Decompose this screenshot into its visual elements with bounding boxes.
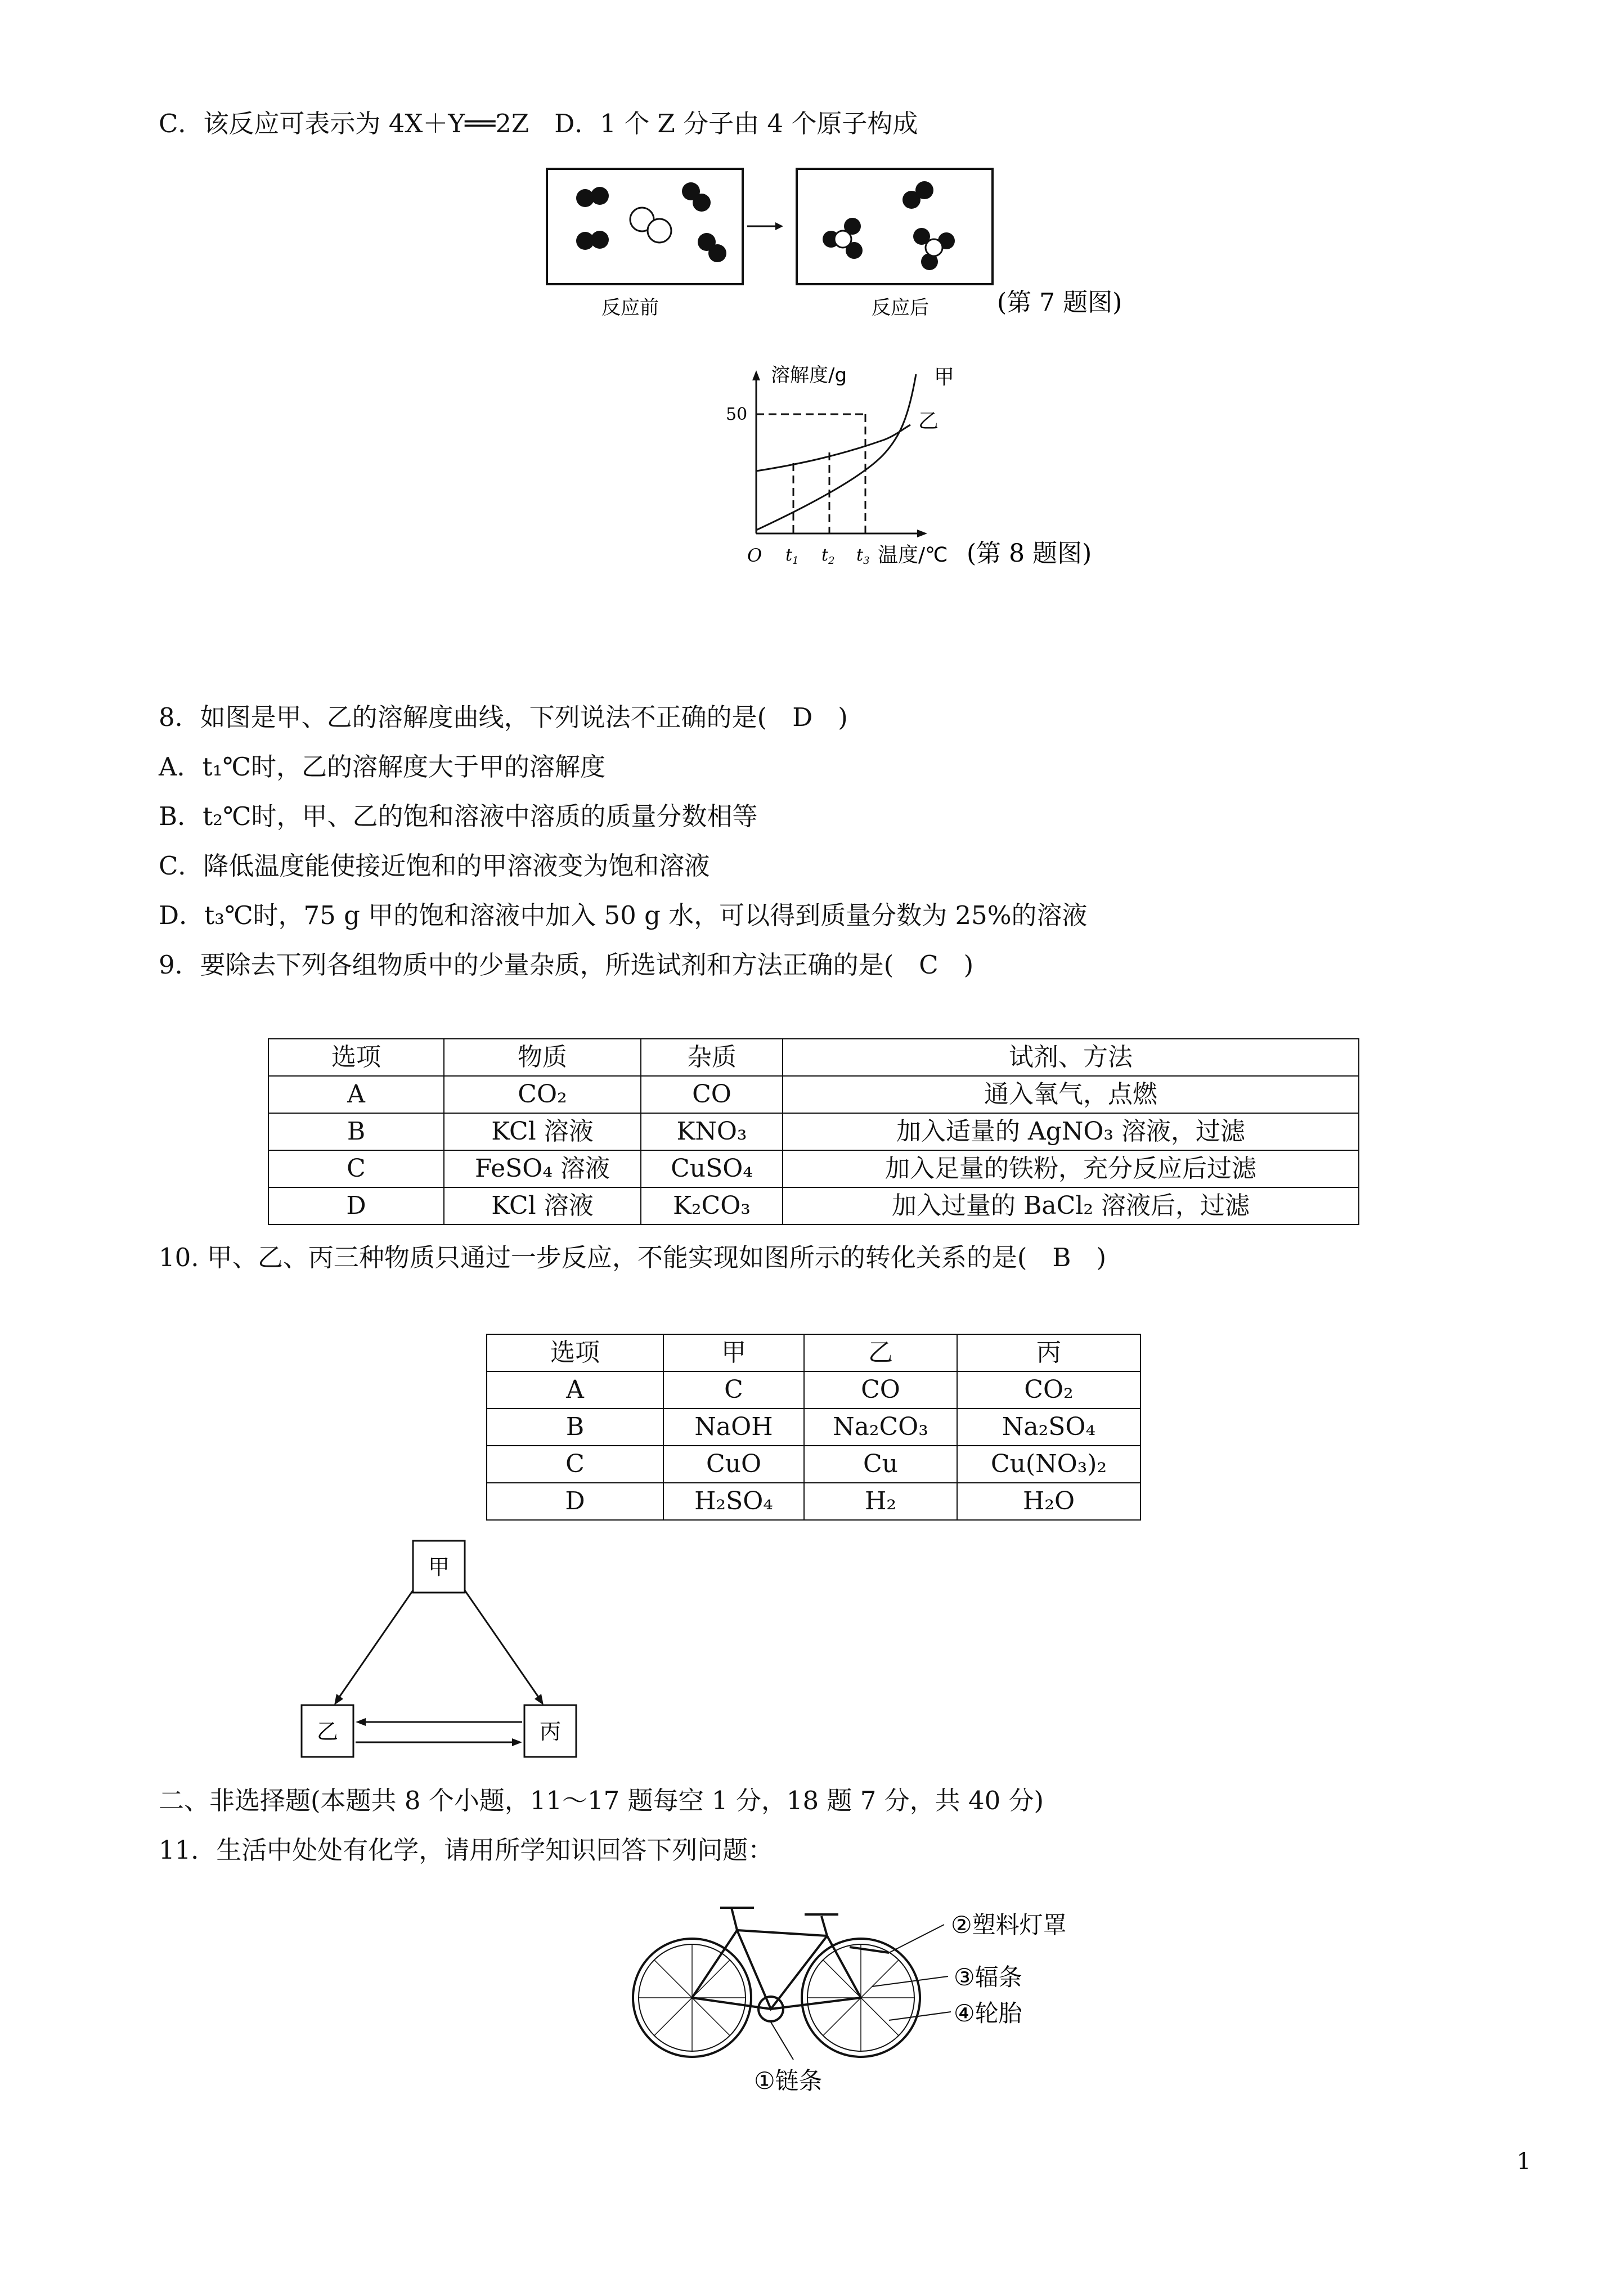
q8-stem: 8．如图是甲、乙的溶解度曲线，下列说法不正确的是( D ): [159, 702, 848, 732]
table-cell: Cu(NO₃)₂: [957, 1446, 1140, 1483]
table-cell: 加入过量的 BaCl₂ 溶液后，过滤: [783, 1187, 1359, 1225]
label-lamp-cover: ②塑料灯罩: [951, 1911, 1067, 1939]
table-cell: CO₂: [444, 1076, 641, 1113]
table-cell: C: [487, 1446, 663, 1483]
q10-table: [486, 1334, 1141, 1521]
node-yi-label: 乙: [316, 1719, 339, 1744]
table-row: [268, 1150, 1359, 1187]
q7-options-line: C．该反应可表示为 4X＋Y══2Z D．1 个 Z 分子由 4 个原子构成: [159, 109, 918, 138]
table-row: [268, 1076, 1359, 1113]
table-cell: H₂O: [957, 1483, 1140, 1520]
table-cell: H₂SO₄: [663, 1483, 804, 1520]
table-row: [268, 1113, 1359, 1150]
table-cell: C: [268, 1150, 444, 1187]
table-cell: H₂: [804, 1483, 957, 1520]
table-cell: 加入适量的 AgNO₃ 溶液，过滤: [783, 1113, 1359, 1150]
series-jia-curve: [756, 374, 916, 530]
node-bing-label: 丙: [539, 1719, 562, 1744]
series-yi-label: 乙: [918, 410, 939, 433]
q8-option-a: A．t₁℃时，乙的溶解度大于甲的溶解度: [159, 752, 605, 782]
series-yi-curve: [756, 425, 910, 471]
before-label: 反应前: [601, 297, 659, 319]
table-cell: A: [268, 1076, 444, 1113]
q11-bicycle-figure: [625, 1891, 1086, 2110]
table-row: [487, 1446, 1140, 1483]
node-jia-label: 甲: [428, 1555, 450, 1580]
origin-label: O: [747, 545, 762, 566]
table-cell: NaOH: [663, 1409, 804, 1446]
y-tick-50: 50: [726, 405, 748, 424]
before-y-molecule: [630, 208, 671, 243]
table-cell: KCl 溶液: [444, 1113, 641, 1150]
table-header: 杂质: [641, 1039, 783, 1076]
y-axis-label: 溶解度/g: [771, 364, 847, 387]
table-cell: CuSO₄: [641, 1150, 783, 1187]
table-header: 选项: [487, 1334, 663, 1371]
table-cell: CuO: [663, 1446, 804, 1483]
table-cell: Na₂SO₄: [957, 1409, 1140, 1446]
series-jia-label: 甲: [934, 366, 955, 389]
table-cell: C: [663, 1371, 804, 1409]
table-cell: KCl 溶液: [444, 1187, 641, 1225]
after-label: 反应后: [872, 297, 929, 319]
q8-option-c: C．降低温度能使接近饱和的甲溶液变为饱和溶液: [159, 851, 710, 881]
table-row: [487, 1409, 1140, 1446]
table-header: 物质: [444, 1039, 641, 1076]
table-cell: B: [487, 1409, 663, 1446]
table-cell: D: [487, 1483, 663, 1520]
q11-stem: 11．生活中处处有化学，请用所学知识回答下列问题：: [159, 1835, 774, 1865]
x-tick-t3: $t_3$: [856, 545, 870, 567]
q7-caption: (第 7 题图): [997, 288, 1122, 317]
table-cell: D: [268, 1187, 444, 1225]
table-cell: KNO₃: [641, 1113, 783, 1150]
label-tire: ④轮胎: [954, 1999, 1022, 2027]
table-cell: 加入足量的铁粉，充分反应后过滤: [783, 1150, 1359, 1187]
table-cell: CO₂: [957, 1371, 1140, 1409]
page-number: 1: [1516, 2149, 1531, 2174]
table-row: [487, 1483, 1140, 1520]
q9-stem: 9．要除去下列各组物质中的少量杂质，所选试剂和方法正确的是( C ): [159, 950, 974, 980]
table-header: 甲: [663, 1334, 804, 1371]
q8-caption: (第 8 题图): [967, 539, 1092, 568]
table-header: 丙: [957, 1334, 1140, 1371]
x-tick-labels: [785, 545, 870, 567]
table-cell: FeSO₄ 溶液: [444, 1150, 641, 1187]
table-row: [268, 1187, 1359, 1225]
table-cell: 通入氧气，点燃: [783, 1076, 1359, 1113]
table-row: [487, 1371, 1140, 1409]
table-cell: Cu: [804, 1446, 957, 1483]
arrow-jia-to-bing: [465, 1590, 540, 1699]
table-header-row: [268, 1039, 1359, 1076]
table-header: 试剂、方法: [783, 1039, 1359, 1076]
table-header-row: [487, 1334, 1140, 1371]
table-header: 选项: [268, 1039, 444, 1076]
q8-option-d: D．t₃℃时，75 g 甲的饱和溶液中加入 50 g 水，可以得到质量分数为 25%的溶液: [159, 900, 1088, 930]
q7-reaction-figure: [540, 163, 1165, 332]
table-header: 乙: [804, 1334, 957, 1371]
arrow-jia-to-yi: [338, 1590, 413, 1699]
table-cell: A: [487, 1371, 663, 1409]
label-spokes: ③辐条: [954, 1963, 1022, 1991]
q10-conversion-diagram: [293, 1536, 585, 1773]
q10-stem: 10. 甲、乙、丙三种物质只通过一步反应，不能实现如图所示的转化关系的是( B ): [159, 1243, 1107, 1272]
x-tick-t1: $t_1$: [785, 545, 799, 567]
table-cell: Na₂CO₃: [804, 1409, 957, 1446]
x-axis-label: 温度/℃: [878, 544, 948, 567]
q9-table: [268, 1038, 1359, 1225]
q8-solubility-chart: [715, 355, 1120, 580]
q8-option-b: B．t₂℃时，甲、乙的饱和溶液中溶质的质量分数相等: [159, 801, 758, 831]
x-tick-t2: $t_2$: [821, 545, 835, 567]
label-chain: ①链条: [754, 2067, 823, 2095]
after-box: [797, 169, 993, 284]
table-cell: K₂CO₃: [641, 1187, 783, 1225]
section2-heading: 二、非选择题(本题共 8 个小题，11～17 题每空 1 分，18 题 7 分，共 40 分): [159, 1786, 1044, 1815]
table-cell: CO: [641, 1076, 783, 1113]
table-cell: B: [268, 1113, 444, 1150]
table-cell: CO: [804, 1371, 957, 1409]
